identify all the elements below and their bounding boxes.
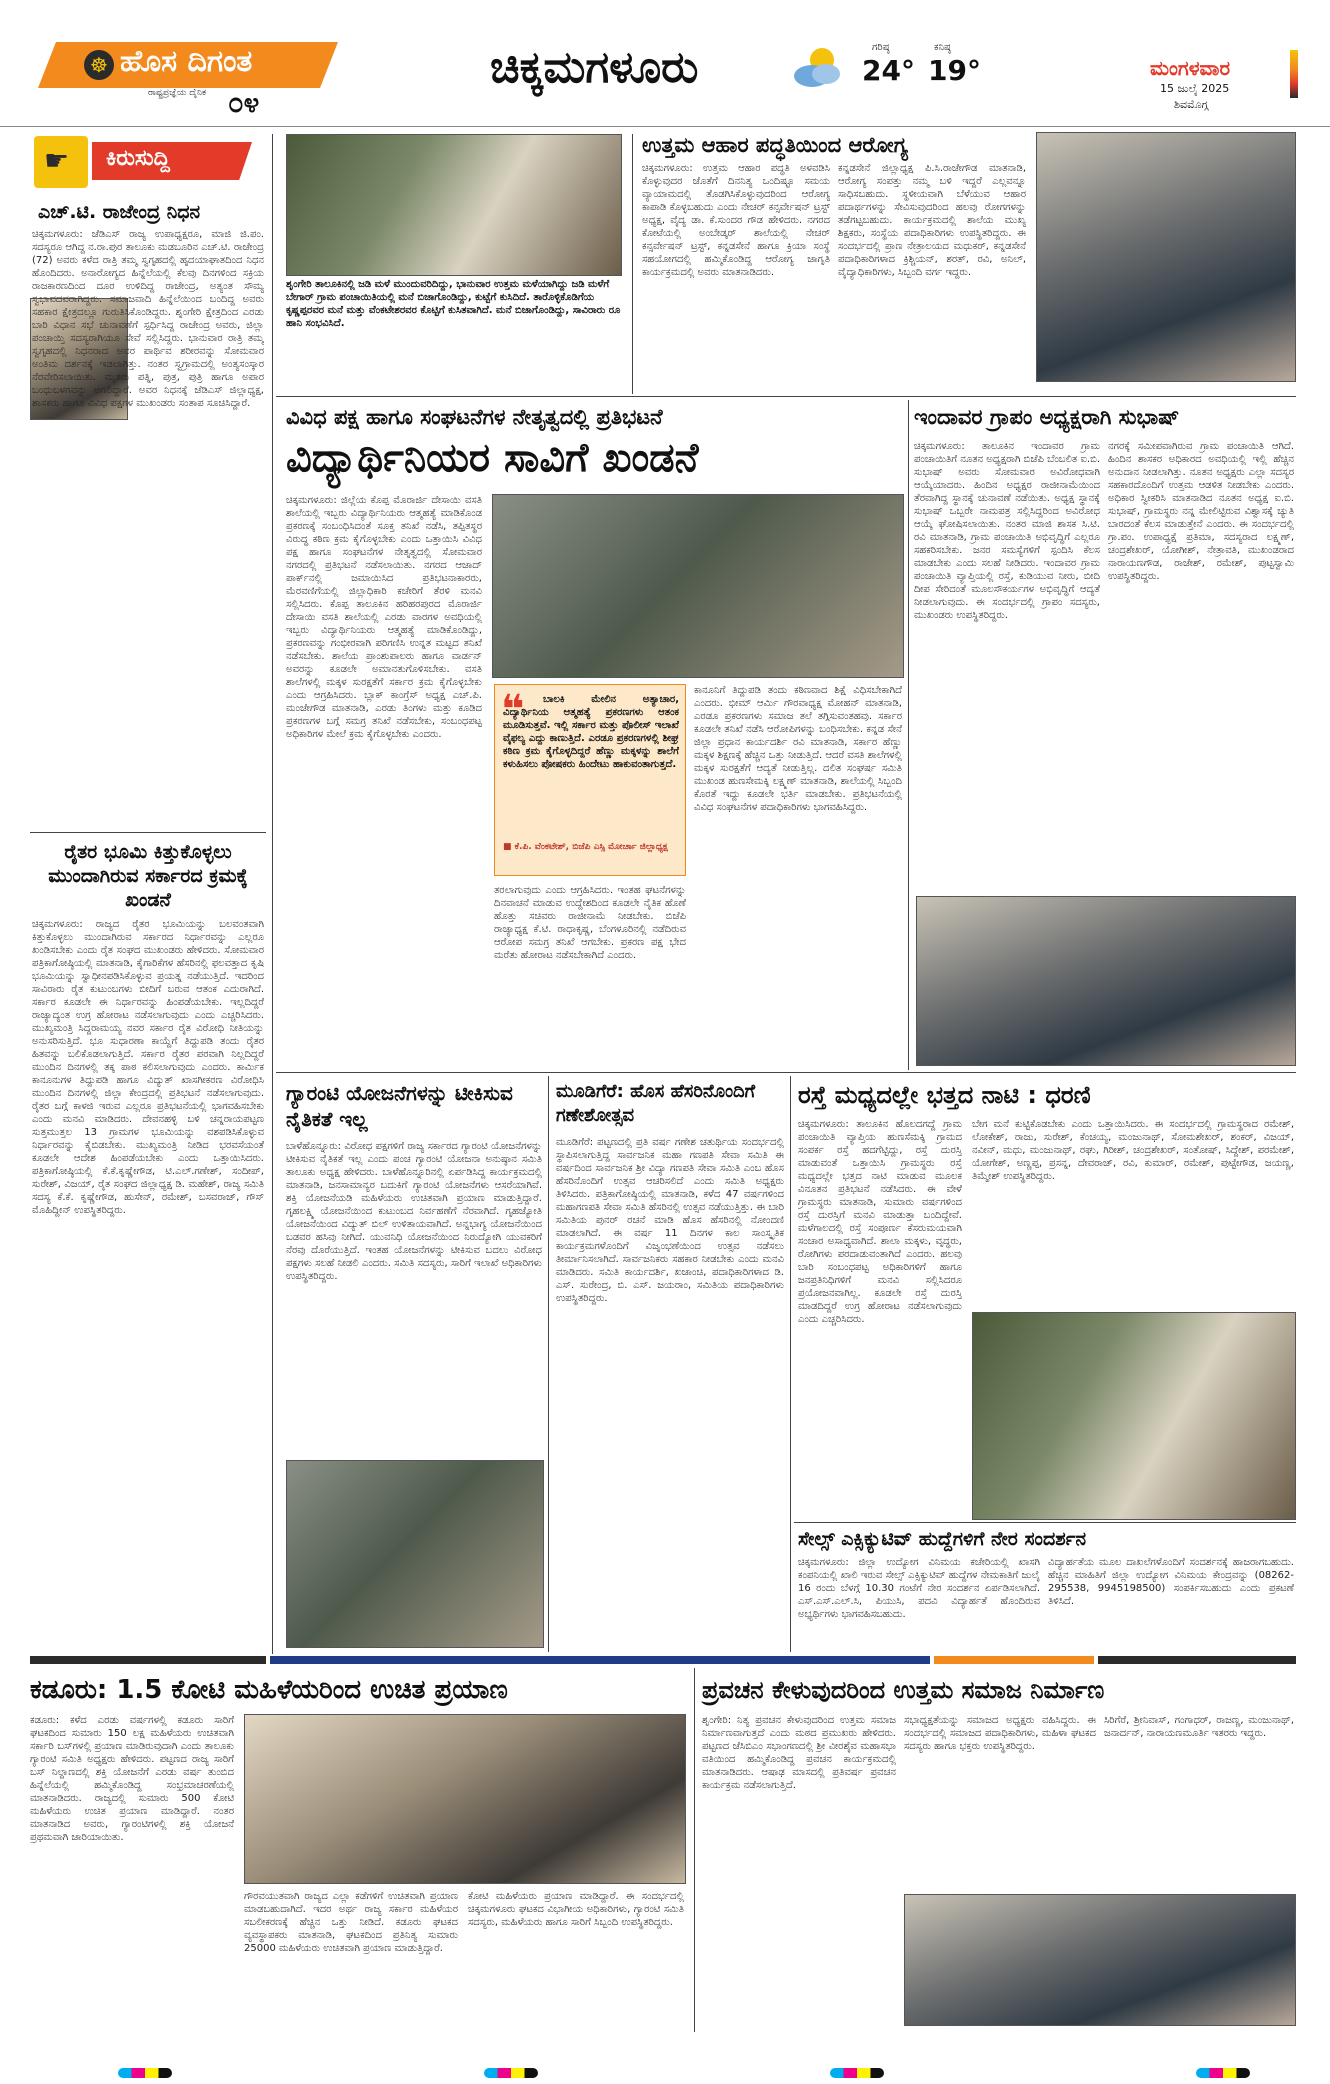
kirusuddi-story2-title: ರೈತರ ಭೂಮಿ ಕಿತ್ತುಕೊಳ್ಳಲು ಮುಂದಾಗಿರುವ ಸರ್ಕಾರದ ಕ್ರಮಕ್ಕೆ ಖಂಡನೆ bbox=[48, 841, 248, 911]
brand-block bbox=[38, 42, 338, 119]
weather-icon bbox=[790, 44, 846, 92]
student-body-a: ಚಿಕ್ಕಮಗಳೂರು: ಜಿಲ್ಲೆಯ ಕೊಪ್ಪ ಮೊರಾರ್ಜಿ ದೇಸಾಯಿ ವಸತಿ ಶಾಲೆಯಲ್ಲಿ ಇಬ್ಬರು ವಿದ್ಯಾರ್ಥಿನಿಯರು ಆತ್ಮಹತ್ಯೆ ಮಾಡಿಕೊಂಡ ಪ್ರಕರಣಕ್ಕೆ ಸಂಬಂಧಿಸಿದಂತೆ ಸೂಕ್ತ ತನಿಖೆ ನಡೆಸಿ, ತಪ್ಪಿತಸ್ಥರ ವಿರುದ್ಧ ಕಠಿಣ ಕ್ರಮ ಕೈಗೊಳ್ಳಬೇಕು ಎಂದು ಒತ್ತಾಯಿಸಿ ವಿವಿಧ ಪಕ್ಷ ಹಾಗೂ ಸಂಘಟನೆಗಳ ನೇತೃತ್ವದಲ್ಲಿ ಸೋಮವಾರ ನಗರದಲ್ಲಿ ಪ್ರತಿಭಟನೆ ನಡೆಸಲಾಯಿತು. ನಗರದ ಆಜಾದ್ ಪಾರ್ಕ್‌ನಲ್ಲಿ ಜಮಾಯಿಸಿದ ಪ್ರತಿಭಟನಾಕಾರರು, ಮೆರವಣಿಗೆಯಲ್ಲಿ ಜಿಲ್ಲಾಧಿಕಾರಿ ಕಚೇರಿಗೆ ತೆರಳಿ ಮನವಿ ಸಲ್ಲಿಸಿದರು. ಕೊಪ್ಪ ತಾಲೂಕಿನ ಹರಿಹರಪುರದ ಮೊರಾರ್ಜಿ ದೇಸಾಯಿ ವಸತಿ ಶಾಲೆಯಲ್ಲಿ ಎರಡು ವಾರಗಳ ಅವಧಿಯಲ್ಲಿ ಇಬ್ಬರು ವಿದ್ಯಾರ್ಥಿನಿಯರು ಆತ್ಮಹತ್ಯೆ ಮಾಡಿಕೊಂಡಿದ್ದು, ಪ್ರಕರಣವನ್ನು ಗಂಭೀರವಾಗಿ ಪರಿಗಣಿಸಿ ಉನ್ನತ ಮಟ್ಟದ ತನಿಖೆ ನಡೆಸಬೇಕು. ಶಾಲೆಯ ಪ್ರಾಂಶುಪಾಲರು ಹಾಗೂ ವಾರ್ಡನ್ ಅವರನ್ನು ಕೂಡಲೇ ಅಮಾನತುಗೊಳಿಸಬೇಕು. ವಸತಿ ಶಾಲೆಗಳಲ್ಲಿ ಮಕ್ಕಳ ಸುರಕ್ಷತೆಗೆ ಸರ್ಕಾರ ಕ್ರಮ ಕೈಗೊಳ್ಳಬೇಕು ಎಂದು ಆಗ್ರಹಿಸಿದರು. ಬ್ಲಾಕ್ ಕಾಂಗ್ರೆಸ್ ಅಧ್ಯಕ್ಷ ಎಚ್.ಪಿ. ಮಂಜೇಗೌಡ ಮಾತನಾಡಿ, ಎರಡು ತಿಂಗಳು ಮತ್ತು ಕೂಡಿದ ಪ್ರಕರಣಗಳ ಬಗ್ಗೆ ಸಮಗ್ರ ತನಿಖೆ ನಡೆಸಬೇಕು, ಸಂಬಂಧಪಟ್ಟ ಅಧಿಕಾರಿಗಳ ಮೇಲೆ ಕ್ರಮ ಕೈಗೊಳ್ಳಬೇಕು ಎಂದರು. bbox=[286, 495, 482, 740]
ganesha-title: ಮೂಡಿಗೆರೆ: ಹೊಸ ಹೆಸರಿನೊಂದಿಗೆ ಗಣೇಶೋತ್ಸವ bbox=[556, 1081, 756, 1126]
subhash-body-b: ನಗರಕ್ಕೆ ಸಮೀಪವಾಗಿರುವ ಗ್ರಾಮ ಪಂಚಾಯಿತಿ ಆಗಿದೆ. ಹಿಂದಿನ ಶಾಸಕರ ಅಧಿಕಾರದ ಅವಧಿಯಲ್ಲಿ ಇಲ್ಲಿ ಹೆಚ್ಚಿನ ಅನುದಾನ ನೀಡಲಾಗಿತ್ತು. ನೂತನ ಅಧ್ಯಕ್ಷರು ಎಲ್ಲಾ ಸದಸ್ಯರ ಸಹಕಾರದೊಂದಿಗೆ ಉತ್ತಮ ಆಡಳಿತ ನೀಡಬೇಕು ಎಂದರು. ಅಧಿಕಾರ ಸ್ವೀಕರಿಸಿ ಮಾತನಾಡಿದ ನೂತನ ಅಧ್ಯಕ್ಷ ಐ.ಬಿ. ಸುಭಾಷ್, ಗ್ರಾಮಸ್ಥರು ನನ್ನ ಮೇಲಿಟ್ಟಿರುವ ವಿಶ್ವಾಸಕ್ಕೆ ಚ್ಯುತಿ ಬಾರದಂತೆ ಕೆಲಸ ಮಾಡುತ್ತೇನೆ ಎಂದರು. ಈ ಸಂದರ್ಭದಲ್ಲಿ ಗ್ರಾ.ಪಂ. ಉಪಾಧ್ಯಕ್ಷೆ ಪ್ರತಿಮಾ, ಸದಸ್ಯರಾದ ಲಕ್ಷ್ಮಣ್, ಚಂದ್ರಶೇಖರ್, ಯೋಗೀಶ್, ನೇತ್ರಾವತಿ, ಮುಖಂಡರಾದ ನಾರಾಯಣಗೌಡ, ರಾಜೇಶ್, ರಮೇಶ್, ಪುಟ್ಟಸ್ವಾಮಿ ಉಪಸ್ಥಿತರಿದ್ದರು. bbox=[1108, 441, 1294, 582]
ganesha-body: ಮೂಡಿಗೆರೆ: ಪಟ್ಟಣದಲ್ಲಿ ಪ್ರತಿ ವರ್ಷ ಗಣೇಶ ಚತುರ್ಥಿಯ ಸಂದರ್ಭದಲ್ಲಿ ಸ್ಥಾಪಿಸಲಾಗುತ್ತಿದ್ದ ಸಾರ್ವಜನಿಕ ಮಹಾ ಗಣಪತಿ ಸೇವಾ ಸಮಿತಿ ಈ ವರ್ಷದಿಂದ ಸಾರ್ವಜನಿಕ ಶ್ರೀ ವಿದ್ಯಾ ಗಣಪತಿ ಸೇವಾ ಸಮಿತಿ ಎಂಬ ಹೊಸ ಹೆಸರಿನೊಂದಿಗೆ ಉತ್ಸವ ಆಚರಿಸಲಿದೆ ಎಂದು ಸಮಿತಿ ಅಧ್ಯಕ್ಷರು ತಿಳಿಸಿದರು. ಪತ್ರಿಕಾಗೋಷ್ಠಿಯಲ್ಲಿ ಮಾತನಾಡಿ, ಕಳೆದ 47 ವರ್ಷಗಳಿಂದ ಮಹಾಗಣಪತಿ ಸೇವಾ ಸಮಿತಿ ಹೆಸರಿನಲ್ಲಿ ಉತ್ಸವ ನಡೆಯುತ್ತಿತ್ತು. ಈ ಬಾರಿ ಸಮಿತಿಯ ಪುನರ್ ರಚನೆ ಮಾಡಿ ಹೊಸ ಹೆಸರಿನಲ್ಲಿ ನೋಂದಣಿ ಮಾಡಲಾಗಿದೆ. ಈ ವರ್ಷ 11 ದಿನಗಳ ಕಾಲ ಸಾಂಸ್ಕೃತಿಕ ಕಾರ್ಯಕ್ರಮಗಳೊಂದಿಗೆ ವಿಜೃಂಭಣೆಯಿಂದ ಉತ್ಸವ ನಡೆಸಲು ತೀರ್ಮಾನಿಸಲಾಗಿದೆ. ಸಾರ್ವಜನಿಕರು ಸಹಕಾರ ನೀಡಬೇಕು ಎಂದು ಮನವಿ ಮಾಡಿದರು. ಸಮಿತಿ ಕಾರ್ಯದರ್ಶಿ, ಖಜಾಂಚಿ, ಪದಾಧಿಕಾರಿಗಳಾದ ಡಿ. ಎಸ್. ಸುರೇಂದ್ರ, ಬಿ. ಎಸ್. ಜಯರಾಂ, ಸಮಿತಿಯ ಪದಾಧಿಕಾರಿಗಳು ಉಪಸ್ಥಿತರಿದ್ದರು. bbox=[556, 1137, 784, 1304]
brand-logo-icon: ☸ bbox=[84, 50, 114, 80]
temp-min: 19° bbox=[928, 54, 981, 87]
section-title: ಚಿಕ್ಕಮಗಳೂರು bbox=[490, 42, 699, 93]
pravachana-body-b: ಸಭಾಧ್ಯಕ್ಷತೆಯನ್ನು ಸಮಾಜದ ಅಧ್ಯಕ್ಷರು ವಹಿಸಿದ್ದರು. ಈ ಸಂದರ್ಭದಲ್ಲಿ ಸಮಾಜದ ಪದಾಧಿಕಾರಿಗಳು, ಮಹಿಳಾ ಘಟಕದ ಸದಸ್ಯರು ಹಾಗೂ ಭಕ್ತರು ಉಪಸ್ಥಿತರಿದ್ದರು. bbox=[904, 1715, 1096, 1752]
food-body-b: ಕನ್ನಡಸೇನೆ ಜಿಲ್ಲಾಧ್ಯಕ್ಷ ಪಿ.ಸಿ.ರಾಜೇಗೌಡ ಮಾತನಾಡಿ, ಆರೋಗ್ಯ ಸಂಪತ್ತು ನಮ್ಮ ಬಳಿ ಇದ್ದರೆ ಎಲ್ಲವನ್ನೂ ಸಾಧಿಸಬಹುದು. ಸ್ಥಳೀಯವಾಗಿ ಬೆಳೆಯುವ ಆಹಾರ ಪದಾರ್ಥಗಳನ್ನು ಸೇವಿಸುವುದರಿಂದ ಹಲವು ರೋಗಗಳನ್ನು ತಡೆಗಟ್ಟಬಹುದು. ಕಾರ್ಯಕ್ರಮದಲ್ಲಿ ಶಾಲೆಯ ಮುಖ್ಯ ಶಿಕ್ಷಕರು, ಸಂಸ್ಥೆಯ ಪದಾಧಿಕಾರಿಗಳು ಉಪಸ್ಥಿತರಿದ್ದರು. ಈ ಸಂದರ್ಭದಲ್ಲಿ ಪ್ರಾಣ ನೇತ್ರಾಲಯದ ಮಧುಕರ್, ಕನ್ನಡಸೇನೆ ಪದಾಧಿಕಾರಿಗಳಾದ ಕ್ರಿಶ್ಚಿಯನ್, ಶರತ್, ರವಿ, ಅನಿಲ್, ವೈದ್ಯಾಧಿಕಾರಿಗಳು, ಸಿಬ್ಬಂದಿ ವರ್ಗ ಇದ್ದರು. bbox=[838, 163, 1026, 278]
food-event-photo bbox=[1036, 132, 1296, 382]
quote-attribution: ■ ಕೆ.ಪಿ. ವೆಂಕಟೇಶ್, ಬಿಜೆಪಿ ಎಸ್ಸಿ ಮೋರ್ಚಾ ಜಿಲ್ಲಾಧ್ಯಕ್ಷ bbox=[503, 842, 668, 852]
kirusuddi-story1-title: ಎಚ್.ಟಿ. ರಾಜೇಂದ್ರ ನಿಧನ bbox=[38, 201, 201, 223]
sales-title: ಸೇಲ್ಸ್ ಎಕ್ಸಿಕ್ಯುಟಿವ್ ಹುದ್ದೆಗಳಿಗೆ ನೇರ ಸಂದರ್ಶನ bbox=[798, 1528, 1087, 1550]
food-body-a: ಚಿಕ್ಕಮಗಳೂರು: ಉತ್ತಮ ಆಹಾರ ಪದ್ಧತಿ ಅಳವಡಿಸಿ ಕೊಳ್ಳುವುದರ ಜೊತೆಗೆ ದಿನನಿತ್ಯ ಒಂದಿಷ್ಟೂ ಸಮಯ ವ್ಯಾಯಾಮದಲ್ಲಿ ತೊಡಗಿಸಿಕೊಳ್ಳುವುದರಿಂದ ಆರೋಗ್ಯ ಕಾಪಾಡಿ ಕೊಳ್ಳಬಹುದು ಎಂದು ನೇಚರ್ ಕನ್ಸರ್ವೇಷನ್ ಟ್ರಸ್ಟ್ ಅಧ್ಯಕ್ಷ, ವೈದ್ಯ ಡಾ. ಕೆ.ಸುಂದರ ಗೌಡ ಹೇಳಿದರು. ನಗರದ ಕೋಟೆಯಲ್ಲಿ ಅಂಬೇಡ್ಕರ್ ಶಾಲೆಯಲ್ಲಿ ನೇಚರ್ ಕನ್ಸರ್ವೇಷನ್ ಟ್ರಸ್ಟ್, ಕನ್ನಡಸೇನೆ ಹಾಗೂ ಕ್ರಿಯಾ ಸಂಸ್ಥೆ ಸಹಯೋಗದಲ್ಲಿ ಹಮ್ಮಿಕೊಂಡಿದ್ದ ಆರೋಗ್ಯ ಜಾಗೃತಿ ಕಾರ್ಯಕ್ರಮದಲ್ಲಿ ಅವರು ಮಾತನಾಡಿದರು. bbox=[642, 163, 830, 278]
student-title: ವಿದ್ಯಾರ್ಥಿನಿಯರ ಸಾವಿಗೆ ಖಂಡನೆ bbox=[286, 435, 699, 481]
quote-icon: ❝ bbox=[501, 687, 525, 733]
kirusuddi-badge bbox=[30, 134, 260, 194]
registration-marks bbox=[0, 2064, 1330, 2084]
guarantee-body: ಬಾಳೆಹೊನ್ನೂರು: ವಿರೋಧ ಪಕ್ಷಗಳಿಗೆ ರಾಜ್ಯ ಸರ್ಕಾರದ ಗ್ಯಾರಂಟಿ ಯೋಜನೆಗಳನ್ನು ಟೀಕಿಸುವ ನೈತಿಕತೆ ಇಲ್ಲ ಎಂದು ಪಂಚ ಗ್ಯಾರಂಟಿ ಯೋಜನಾ ಅನುಷ್ಠಾನ ಸಮಿತಿ ತಾಲೂಕು ಅಧ್ಯಕ್ಷ ಹೇಳಿದರು. ಬಾಳೆಹೊನ್ನೂರಿನಲ್ಲಿ ಏರ್ಪಡಿಸಿದ್ದ ಕಾರ್ಯಕ್ರಮದಲ್ಲಿ ಮಾತನಾಡಿ, ಜನಸಾಮಾನ್ಯರ ಬದುಕಿಗೆ ಗ್ಯಾರಂಟಿ ಯೋಜನೆಗಳು ಆಸರೆಯಾಗಿವೆ. ಶಕ್ತಿ ಯೋಜನೆಯಡಿ ಮಹಿಳೆಯರು ಉಚಿತವಾಗಿ ಪ್ರಯಾಣ ಮಾಡುತ್ತಿದ್ದಾರೆ. ಗೃಹಲಕ್ಷ್ಮಿ ಯೋಜನೆಯಿಂದ ಕುಟುಂಬದ ನಿರ್ವಹಣೆಗೆ ನೆರವಾಗಿದೆ. ಗೃಹಜ್ಯೋತಿ ಯೋಜನೆಯಿಂದ ವಿದ್ಯುತ್ ಬಿಲ್ ಉಳಿತಾಯವಾಗಿದೆ. ಅನ್ನಭಾಗ್ಯ ಯೋಜನೆಯಿಂದ ಬಡವರ ಹಸಿವು ನೀಗಿದೆ. ಯುವನಿಧಿ ಯೋಜನೆಯಿಂದ ನಿರುದ್ಯೋಗಿ ಯುವಕರಿಗೆ ನೆರವು ದೊರೆಯುತ್ತಿದೆ. ಇಂತಹ ಯೋಜನೆಗಳನ್ನು ಟೀಕಿಸುವ ಬದಲು ವಿರೋಧ ಪಕ್ಷಗಳು ಸಲಹೆ ನೀಡಲಿ ಎಂದರು. ಸಮಿತಿ ಸದಸ್ಯರು, ಸಾರಿಗೆ ಇಲಾಖೆ ಅಧಿಕಾರಿಗಳು ಉಪಸ್ಥಿತರಿದ್ದರು. bbox=[286, 1141, 542, 1282]
road-body-b: ಬೇಗ ಮನೆ ಕುಟ್ಟಿಕೊಡಬೇಕು ಎಂದು ಒತ್ತಾಯಿಸಿದರು. ಈ ಸಂದರ್ಭದಲ್ಲಿ ಗ್ರಾಮಸ್ಥರಾದ ರಮೇಶ್, ಲೋಕೇಶ್, ರಾಜು, ಸುರೇಶ್, ಕೆಂಚಯ್ಯ, ಮಂಜುನಾಥ್, ಸೋಮಶೇಖರ್, ಶಂಕರ್, ವಿಜಯ್, ನವೀನ್, ಮಧು, ಮಂಜುನಾಥ್, ರಘು, ಗಿರೀಶ್, ಚಂದ್ರಶೇಖರ್, ಸಂತೋಷ್, ಸಿದ್ದೇಶ್, ಪರಮೇಶ್, ಯೋಗೇಶ್, ಅಣ್ಣಪ್ಪ, ಪ್ರಸನ್ನ, ದೇವರಾಜ್, ರವಿ, ಕುಮಾರ್, ರಮೇಶ್, ಪುಟ್ಟೇಗೌಡ, ಜಯಣ್ಣ, ತಿಮ್ಮೇಶ್ ಉಪಸ್ಥಿತರಿದ್ದರು. bbox=[972, 1119, 1294, 1182]
color-strip bbox=[1290, 50, 1298, 98]
road-protest-photo bbox=[972, 1312, 1296, 1520]
pravachana-photo bbox=[904, 1894, 1296, 2026]
temp-max-label: ಗರಿಷ್ಠ bbox=[872, 42, 890, 53]
kirusuddi-story2-body: ಚಿಕ್ಕಮಗಳೂರು: ರಾಜ್ಯದ ರೈತರ ಭೂಮಿಯನ್ನು ಬಲವಂತವಾಗಿ ಕಿತ್ತುಕೊಳ್ಳಲು ಮುಂದಾಗಿರುವ ಸರ್ಕಾರದ ನಿರ್ಧಾರವನ್ನು ಎಲ್ಲರೂ ಖಂಡಿಸಬೇಕು ಎಂದು ರೈತ ಸಂಘದ ಮುಖಂಡರು ಹೇಳಿದರು. ಸೋಮವಾರ ಪತ್ರಿಕಾಗೋಷ್ಠಿಯಲ್ಲಿ ಮಾತನಾಡಿ, ಕೈಗಾರಿಕೆಗಳ ಹೆಸರಿನಲ್ಲಿ ಫಲವತ್ತಾದ ಕೃಷಿ ಭೂಮಿಯನ್ನು ಸ್ವಾಧೀನಪಡಿಸಿಕೊಳ್ಳುವ ಪ್ರಯತ್ನ ನಡೆಯುತ್ತಿದೆ. ಇದರಿಂದ ಸಾವಿರಾರು ರೈತ ಕುಟುಂಬಗಳು ಬೀದಿಗೆ ಬರುವ ಆತಂಕ ಎದುರಾಗಿದೆ. ಸರ್ಕಾರ ಕೂಡಲೇ ಈ ನಿರ್ಧಾರವನ್ನು ಹಿಂಪಡೆಯಬೇಕು. ಇಲ್ಲದಿದ್ದರೆ ರಾಜ್ಯಾದ್ಯಂತ ಉಗ್ರ ಹೋರಾಟ ನಡೆಸಲಾಗುವುದು ಎಂದು ಎಚ್ಚರಿಸಿದರು. ಮುಖ್ಯಮಂತ್ರಿ ಸಿದ್ದರಾಮಯ್ಯ ನವರ ಸರ್ಕಾರ ರೈತ ವಿರೋಧಿ ನೀತಿಯನ್ನು ಅನುಸರಿಸುತ್ತಿದೆ. ಭೂ ಸುಧಾರಣಾ ಕಾಯ್ದೆಗೆ ತಿದ್ದುಪಡಿ ತಂದು ರೈತರ ಹಿತವನ್ನು ಬಲಿಕೊಡಲಾಗುತ್ತಿದೆ. ಸರ್ಕಾರ ರೈತರ ಪರವಾಗಿ ನಿಲ್ಲದಿದ್ದರೆ ಮುಂದಿನ ದಿನಗಳಲ್ಲಿ ತಕ್ಕ ಪಾಠ ಕಲಿಸಲಾಗುವುದು ಎಂದರು. ಕಾರ್ಮಿಕ ಕಾನೂನುಗಳ ತಿದ್ದುಪಡಿ ಹಾಗೂ ವಿದ್ಯುತ್ ಖಾಸಗೀಕರಣ ವಿರೋಧಿಸಿ ಮುಂದಿನ ದಿನಗಳಲ್ಲಿ ಜಿಲ್ಲಾ ಕೇಂದ್ರದಲ್ಲಿ ಪ್ರತಿಭಟನೆ ನಡೆಸಲಾಗುವುದು. ರೈತರ ಬಗ್ಗೆ ಕಾಳಜಿ ಇರುವ ಎಲ್ಲರೂ ಪ್ರತಿಭಟನೆಯಲ್ಲಿ ಭಾಗವಹಿಸಬೇಕು ಎಂದು ಮನವಿ ಮಾಡಿದರು. ದೇವನಹಳ್ಳಿ ಬಳಿ ಚನ್ನರಾಯಪಟ್ಟಣ ಸುತ್ತಮುತ್ತಲ 13 ಗ್ರಾಮಗಳ ಭೂಮಿಯನ್ನು ವಶಪಡಿಸಿಕೊಳ್ಳುವ ನಿರ್ಧಾರವನ್ನು ಕೈಬಿಡಬೇಕು. ಮುಖ್ಯಮಂತ್ರಿ ನೀಡಿದ ಭರವಸೆಯಂತೆ ಕೂಡಲೇ ಆದೇಶ ಹಿಂಪಡೆಯಬೇಕು ಎಂದು ಒತ್ತಾಯಿಸಿದರು. ಪತ್ರಿಕಾಗೋಷ್ಠಿಯಲ್ಲಿ ಕೆ.ಕೆ.ಕೃಷ್ಣೇಗೌಡ, ಟಿ.ಎಲ್.ಗಣೇಶ್, ಸಂದೀಪ್, ಸುರೇಶ್, ವಿಜಯ್, ರೈತ ಸಂಘದ ಜಿಲ್ಲಾಧ್ಯಕ್ಷ ಡಿ. ಮಹೇಶ್, ರಾಜ್ಯ ಸಮಿತಿ ಸದಸ್ಯ ಕೆ.ಕೆ. ಕೃಷ್ಣೇಗೌಡ, ಹುಸೇನ್, ರಮೇಶ್, ಬಸವರಾಜ್, ಗೌಸ್ ಮೊಹಿದ್ದೀನ್ ಉಪಸ್ಥಿತರಿದ್ದರು. bbox=[32, 919, 264, 1216]
road-body-a: ಚಿಕ್ಕಮಗಳೂರು: ತಾಲೂಕಿನ ಹೊಲದಗದ್ದೆ ಗ್ರಾಮ ಪಂಚಾಯಿತಿ ವ್ಯಾಪ್ತಿಯ ಹುಣಸೆಮಕ್ಕಿ ಗ್ರಾಮದ ಸಂಪರ್ಕ ರಸ್ತೆ ಹದಗೆಟ್ಟಿದ್ದು, ರಸ್ತೆ ದುರಸ್ತಿ ಮಾಡುವಂತೆ ಒತ್ತಾಯಿಸಿ ಗ್ರಾಮಸ್ಥರು ರಸ್ತೆ ಮಧ್ಯದಲ್ಲೇ ಭತ್ತದ ನಾಟಿ ಮಾಡುವ ಮೂಲಕ ವಿನೂತನ ಪ್ರತಿಭಟನೆ ನಡೆಸಿದರು. ಈ ವೇಳೆ ಗ್ರಾಮಸ್ಥರು ಮಾತನಾಡಿ, ಸುಮಾರು ವರ್ಷಗಳಿಂದ ರಸ್ತೆ ದುರಸ್ತಿಗೆ ಮನವಿ ಮಾಡುತ್ತಾ ಬಂದಿದ್ದೇವೆ. ಮಳೆಗಾಲದಲ್ಲಿ ರಸ್ತೆ ಸಂಪೂರ್ಣ ಕೆಸರುಮಯವಾಗಿ ಸಂಚಾರ ಅಸಾಧ್ಯವಾಗಿದೆ. ಶಾಲಾ ಮಕ್ಕಳು, ವೃದ್ಧರು, ರೋಗಿಗಳು ಪರದಾಡುವಂತಾಗಿದೆ ಎಂದರು. ಹಲವು ಬಾರಿ ಸಂಬಂಧಪಟ್ಟ ಅಧಿಕಾರಿಗಳಿಗೆ ಹಾಗೂ ಜನಪ್ರತಿನಿಧಿಗಳಿಗೆ ಮನವಿ ಸಲ್ಲಿಸಿದರೂ ಪ್ರಯೋಜನವಾಗಿಲ್ಲ. ಕೂಡಲೇ ರಸ್ತೆ ದುರಸ್ತಿ ಮಾಡದಿದ್ದರೆ ಉಗ್ರ ಹೋರಾಟ ನಡೆಸಲಾಗುವುದು ಎಂದು ಎಚ್ಚರಿಸಿದರು. bbox=[798, 1119, 962, 1325]
masthead bbox=[0, 0, 1330, 130]
guarantee-title: ಗ್ಯಾರಂಟಿ ಯೋಜನೆಗಳನ್ನು ಟೀಕಿಸುವ ನೈತಿಕತೆ ಇಲ್ಲ bbox=[286, 1081, 513, 1131]
sales-body-b: ವಿದ್ಯಾರ್ಹತೆಯ ಮೂಲ ದಾಖಲೆಗಳೊಂದಿಗೆ ಸಂದರ್ಶನಕ್ಕೆ ಹಾಜರಾಗಬಹುದು. ಹೆಚ್ಚಿನ ಮಾಹಿತಿಗೆ ಜಿಲ್ಲಾ ಉದ್ಯೋಗ ವಿನಿಮಯ ಕೇಂದ್ರವನ್ನು (08262-295538, 9945198500) ಸಂಪರ್ಕಿಸಬಹುದು ಎಂದು ಪ್ರಕಟಣೆ ತಿಳಿಸಿದೆ. bbox=[1048, 1557, 1294, 1607]
brand-tagline: ರಾಷ್ಟ್ರಪ್ರಜ್ಞೆಯ ದೈನಿಕ bbox=[148, 88, 207, 98]
kadur-photo bbox=[244, 1714, 686, 1884]
house-caption: ಶೃಂಗೇರಿ ತಾಲೂಕಿನಲ್ಲಿ ಜಡಿ ಮಳೆ ಮುಂದುವರಿದಿದ್ದು, ಭಾನುವಾರ ಉತ್ತಮ ಮಳೆಯಾಗಿದ್ದು ಜಡಿ ಮಳೆಗೆ ಬೇಗಾರ್ ಗ್ರಾಮ ಪಂಚಾಯಿತಿಯಲ್ಲಿ ಮನೆ ಬಿಜಾಗೊಂಡಿದ್ದು, ಕುಟ್ಟೆಗೆ ಕುಸಿದಿದೆ. ತಾರೊಳ್ಳಿಕೊಡಿಗೆಯ ಕೃಷ್ಣಪ್ಪರವರ ಮನೆ ಮತ್ತು ವೆಂಕಟೇಶರವರ ಕೊಟ್ಟಿಗೆ ಕುಸಿತವಾಗಿದೆ. ಮನೆ ಬಿಜಾಗೊಂಡಿದ್ದು, ಸಾವಿರಾರು ರೂ ಹಾನಿ ಸಂಭವಿಸಿದೆ. bbox=[286, 279, 621, 329]
day-label: ಮಂಗಳವಾರ bbox=[1150, 56, 1231, 80]
kadur-body-a: ಕಡೂರು: ಕಳೆದ ಎರಡು ವರ್ಷಗಳಲ್ಲಿ ಕಡೂರು ಸಾರಿಗೆ ಘಟಕದಿಂದ ಸುಮಾರು 150 ಲಕ್ಷ ಮಹಿಳೆಯರು ಉಚಿತವಾಗಿ ಸರ್ಕಾರಿ ಬಸ್‌ಗಳಲ್ಲಿ ಪ್ರಯಾಣ ಮಾಡಿರುವುದಾಗಿ ಎಂದು ತಾಲೂಕು ಗ್ಯಾರಂಟಿ ಸಮಿತಿ ಅಧ್ಯಕ್ಷರು ಹೇಳಿದರು. ಪಟ್ಟಣದ ರಾಜ್ಯ ಸಾರಿಗೆ ಬಸ್ ನಿಲ್ದಾಣದಲ್ಲಿ ಶಕ್ತಿ ಯೋಜನೆಗೆ ಎರಡು ವರ್ಷ ತುಂಬಿದ ಹಿನ್ನೆಲೆಯಲ್ಲಿ ಹಮ್ಮಿಕೊಂಡಿದ್ದ ಸಂಭ್ರಮಾಚರಣೆಯಲ್ಲಿ ಮಾತನಾಡಿದರು. ರಾಜ್ಯದಲ್ಲಿ ಸುಮಾರು 500 ಕೋಟಿ ಮಹಿಳೆಯರು ಉಚಿತ ಪ್ರಯಾಣ ಮಾಡಿದ್ದಾರೆ. ನಂತರ ಮಾತನಾಡಿದ ಅವರು, ಗ್ಯಾರಂಟಿಗಳಲ್ಲಿ ಶಕ್ತಿ ಯೋಜನೆ ಪ್ರಥಮವಾಗಿ ಜಾರಿಯಾಯಿತು. bbox=[30, 1715, 234, 1843]
edition-label: ಶಿವಮೊಗ್ಗ bbox=[1174, 98, 1209, 111]
student-body-c: ತರಲಾಗುವುದು ಎಂದು ಆಗ್ರಹಿಸಿದರು. ಇಂತಹ ಘಟನೆಗಳನ್ನು ದಿನವಾಚನೆ ಮಾಡುವ ಉದ್ದೇಶದಿಂದ ಕೂಡಲೇ ನೈತಿಕ ಹೊಣೆ ಹೊತ್ತು ಸಚಿವರು ರಾಜೀನಾಮೆ ನೀಡಬೇಕು. ಬಿಜೆಪಿ ರಾಜ್ಯಾಧ್ಯಕ್ಷ ಕೆ.ಟಿ. ರಾಧಾಕೃಷ್ಣ, ಬೆಂಗಳೂರಿನಲ್ಲಿ ನಡೆದಿರುವ ಆರೋಪ ಸಮಗ್ರ ತನಿಖೆ ಆಗಬೇಕು. ಪ್ರಕರಣ ಪಕ್ಷ ಭೇದ ಮರೆತು ಹೋರಾಟ ನಡೆಸಬೇಕಾಗಿದೆ ಎಂದರು. bbox=[494, 885, 686, 961]
food-title: ಉತ್ತಮ ಆಹಾರ ಪದ್ಧತಿಯಿಂದ ಆರೋಗ್ಯ bbox=[642, 133, 908, 157]
kirusuddi-story1-body: ಚಿಕ್ಕಮಗಳೂರು: ಜೆಡಿಎಸ್ ರಾಜ್ಯ ಉಪಾಧ್ಯಕ್ಷರೂ, ಮಾಜಿ ಜಿ.ಪಂ. ಸದಸ್ಯರೂ ಆಗಿದ್ದ ನ.ರಾ.ಪುರ ತಾಲೂಕು ಮಡಬೂರಿನ ಎಚ್.ಟಿ. ರಾಜೇಂದ್ರ (72) ಅವರು ಕಳೆದ ರಾತ್ರಿ ತಮ್ಮ ಸ್ವಗೃಹದಲ್ಲಿ ಹೃದಯಾಘಾತದಿಂದ ನಿಧನ ಹೊಂದಿದರು. ಅನಾರೋಗ್ಯದ ಹಿನ್ನೆಲೆಯಲ್ಲಿ ಕೆಲವು ದಿನಗಳಿಂದ ಸಕ್ರಿಯ ರಾಜಕಾರಣದಿಂದ ದೂರ ಉಳಿದಿದ್ದ ರಾಜೇಂದ್ರ, ಅತ್ಯಂತ ಸೌಮ್ಯ ಸ್ವಭಾವದವರಾಗಿದ್ದರು. ಸಮಾಜವಾದಿ ಹಿನ್ನೆಲೆಯಿಂದ ಬಂದಿದ್ದ ಅವರು ಸಹಕಾರ ಕ್ಷೇತ್ರದಲ್ಲೂ ಗುರುತಿಸಿಕೊಂಡಿದ್ದರು. ಶೃಂಗೇರಿ ಕ್ಷೇತ್ರದಿಂದ ಎರಡು ಬಾರಿ ವಿಧಾನ ಸಭೆ ಚುನಾವಣೆಗೆ ಸ್ಪರ್ಧಿಸಿದ್ದ ರಾಜೇಂದ್ರ ಅವರು, ಜಿಲ್ಲಾ ಪಂಚಾಯ್ತಿ ಸದಸ್ಯರಾಗಿಯೂ ಸೇವೆ ಸಲ್ಲಿಸಿದ್ದರು. ಭಾನುವಾರ ರಾತ್ರಿ ತಮ್ಮ ಸ್ವಗೃಹದಲ್ಲಿ ನಿಧನರಾದ ಅವರ ಪಾರ್ಥಿವ ಶರೀರವನ್ನು ಸೋಮವಾರ ಅಂತಿಮ ದರ್ಶನಕ್ಕೆ ಇಡಲಾಗಿತ್ತು. ನಂತರ ಸ್ವಗ್ರಾಮದಲ್ಲಿ ಅಂತ್ಯಸಂಸ್ಕಾರ ನೆರವೇರಿಸಲಾಯಿತು. ಮೃತರು ಪತ್ನಿ, ಪುತ್ರ, ಪುತ್ರಿ ಹಾಗೂ ಅಪಾರ ಬಂಧುಬಳಗವನ್ನು ಅಗಲಿದ್ದಾರೆ. ಅವರ ನಿಧನಕ್ಕೆ ಜೆಡಿಎಸ್ ಜಿಲ್ಲಾಧ್ಯಕ್ಷ, ಶಾಸಕರು ಹಾಗೂ ವಿವಿಧ ಪಕ್ಷಗಳ ಮುಖಂಡರು ಸಂತಾಪ ಸೂಚಿಸಿದ್ದಾರೆ. bbox=[32, 229, 264, 409]
guarantee-bus-photo bbox=[286, 1460, 544, 1648]
hand-icon: ☛ bbox=[44, 144, 70, 177]
pravachana-body-a: ಶೃಂಗೇರಿ: ನಿತ್ಯ ಪ್ರವಚನ ಕೇಳುವುದರಿಂದ ಉತ್ತಮ ಸಮಾಜ ನಿರ್ಮಾಣವಾಗುತ್ತದೆ ಎಂದು ಮಠದ ಪ್ರಮುಖರು ಹೇಳಿದರು. ಪಟ್ಟಣದ ಜೆಸಿಬಿಎಂ ಸಭಾಂಗಣದಲ್ಲಿ ಶ್ರೀ ವೀರಶೈವ ಮಹಾಸಭಾ ವತಿಯಿಂದ ಹಮ್ಮಿಕೊಂಡಿದ್ದ ಪ್ರವಚನ ಕಾರ್ಯಕ್ರಮದಲ್ಲಿ ಮಾತನಾಡಿದರು. ಆಷಾಢ ಮಾಸದಲ್ಲಿ ಪ್ರತಿವರ್ಷ ಪ್ರವಚನ ಕಾರ್ಯಕ್ರಮ ನಡೆಸಲಾಗುತ್ತಿದೆ. bbox=[702, 1715, 896, 1791]
date-label: 15 ಜುಲೈ 2025 bbox=[1160, 82, 1230, 95]
kirusuddi-label: ಕಿರುಸುದ್ದಿ bbox=[106, 146, 170, 171]
pravachana-body-c: ಸಿರಿಗೆರೆ, ಶ್ರೀನಿವಾಸ್, ಗಂಗಾಧರ್, ರಾಜಣ್ಣ, ಮಂಜುನಾಥ್, ಜನಾರ್ದನ್, ನಾರಾಯಣಮೂರ್ತಿ ಇತರರು ಇದ್ದರು. bbox=[1104, 1715, 1294, 1739]
temp-max: 24° bbox=[862, 54, 915, 87]
sales-body-a: ಚಿಕ್ಕಮಗಳೂರು: ಜಿಲ್ಲಾ ಉದ್ಯೋಗ ವಿನಿಮಯ ಕಚೇರಿಯಲ್ಲಿ ಖಾಸಗಿ ಕಂಪನಿಯಲ್ಲಿ ಖಾಲಿ ಇರುವ ಸೇಲ್ಸ್ ಎಕ್ಸಿಕ್ಯುಟಿವ್ ಹುದ್ದೆಗಳ ನೇಮಕಾತಿಗೆ ಜುಲೈ 16 ರಂದು ಬೆಳಗ್ಗೆ 10.30 ಗಂಟೆಗೆ ನೇರ ಸಂದರ್ಶನ ಏರ್ಪಡಿಸಲಾಗಿದೆ. ಎಸ್.ಎಸ್.ಎಲ್.ಸಿ, ಪಿಯುಸಿ, ಪದವಿ ವಿದ್ಯಾರ್ಹತೆ ಹೊಂದಿರುವ ಅಭ್ಯರ್ಥಿಗಳು ಭಾಗವಹಿಸಬಹುದು. bbox=[798, 1557, 1040, 1620]
quote-box bbox=[494, 684, 686, 876]
kadur-body-c: ಕೋಟಿ ಮಹಿಳೆಯರು ಪ್ರಯಾಣ ಮಾಡಿದ್ದಾರೆ. ಈ ಸಂದರ್ಭದಲ್ಲಿ ಚಿಕ್ಕಮಗಳೂರು ಘಟಕದ ವಿಭಾಗೀಯ ಅಧಿಕಾರಿಗಳು, ಗ್ಯಾರಂಟಿ ಸಮಿತಿ ಸದಸ್ಯರು, ಮಹಿಳೆಯರು ಹಾಗೂ ಸಾರಿಗೆ ಸಿಬ್ಬಂದಿ ಉಪಸ್ಥಿತರಿದ್ದರು. bbox=[468, 1891, 684, 1928]
brand-name: ಹೊಸ ದಿಗಂತ bbox=[120, 44, 253, 79]
road-title: ರಸ್ತೆ ಮಧ್ಯದಲ್ಲೇ ಭತ್ತದ ನಾಟಿ : ಧರಣಿ bbox=[798, 1081, 1091, 1109]
subhash-photo bbox=[916, 896, 1296, 1066]
subhash-body-a: ಚಿಕ್ಕಮಗಳೂರು: ತಾಲೂಕಿನ ಇಂದಾವರ ಗ್ರಾಮ ಪಂಚಾಯಿತಿಗೆ ನೂತನ ಅಧ್ಯಕ್ಷರಾಗಿ ಬಿಜೆಪಿ ಬೆಂಬಲಿತ ಐ.ಬಿ. ಸುಭಾಷ್ ಅವರು ಸೋಮವಾರ ಅವಿರೋಧವಾಗಿ ಆಯ್ಕೆಯಾದರು. ಹಿಂದಿನ ಅಧ್ಯಕ್ಷರ ರಾಜೀನಾಮೆಯಿಂದ ತೆರವಾಗಿದ್ದ ಸ್ಥಾನಕ್ಕೆ ಚುನಾವಣೆ ನಡೆಯಿತು. ಅಧ್ಯಕ್ಷ ಸ್ಥಾನಕ್ಕೆ ಸುಭಾಷ್ ಒಬ್ಬರೇ ನಾಮಪತ್ರ ಸಲ್ಲಿಸಿದ್ದರಿಂದ ಅವಿರೋಧ ಆಯ್ಕೆ ಘೋಷಿಸಲಾಯಿತು. ನಂತರ ಮಾಜಿ ಶಾಸಕ ಸಿ.ಟಿ. ರವಿ ಮಾತನಾಡಿ, ಗ್ರಾಮ ಪಂಚಾಯಿತಿ ಅಭಿವೃದ್ಧಿಗೆ ಎಲ್ಲರೂ ಸಹಕರಿಸಬೇಕು. ಜನರ ಸಮಸ್ಯೆಗಳಿಗೆ ಸ್ಪಂದಿಸಿ ಕೆಲಸ ಮಾಡಬೇಕು ಎಂದು ಸಲಹೆ ನೀಡಿದರು. ಇಂದಾವರ ಗ್ರಾಮ ಪಂಚಾಯಿತಿ ವ್ಯಾಪ್ತಿಯಲ್ಲಿ ರಸ್ತೆ, ಕುಡಿಯುವ ನೀರು, ಬೀದಿ ದೀಪ ಸೇರಿದಂತೆ ಮೂಲಸೌಕರ್ಯಗಳ ಅಭಿವೃದ್ಧಿಗೆ ಆದ್ಯತೆ ನೀಡಲಾಗುವುದು. ಈ ಸಂದರ್ಭದಲ್ಲಿ ಗ್ರಾಪಂ ಸದಸ್ಯರು, ಮುಖಂಡರು ಉಪಸ್ಥಿತರಿದ್ದರು. bbox=[914, 441, 1100, 621]
student-protest-photo bbox=[492, 494, 904, 678]
subhash-title: ಇಂದಾವರ ಗ್ರಾಪಂ ಅಧ್ಯಕ್ಷರಾಗಿ ಸುಭಾಷ್ bbox=[914, 405, 1180, 429]
quote-text: ಬಾಲಕಿ ಮೇಲಿನ ಅತ್ಯಾಚಾರ, ವಿದ್ಯಾರ್ಥಿನಿಯ ಆತ್ಮಹತ್ಯೆ ಪ್ರಕರಣಗಳು ಆತಂಕ ಮೂಡಿಸುತ್ತವೆ. ಇಲ್ಲಿ ಸರ್ಕಾರ ಮತ್ತು ಪೊಲೀಸ್ ಇಲಾಖೆ ವೈಫಲ್ಯ ಎದ್ದು ಕಾಣುತ್ತಿದೆ. ಎರಡೂ ಪ್ರಕರಣಗಳಲ್ಲಿ ಶೀಘ್ರ ಕಠಿಣ ಕ್ರಮ ಕೈಗೊಳ್ಳದಿದ್ದರೆ ಹೆಣ್ಣು ಮಕ್ಕಳನ್ನು ಶಾಲೆಗೆ ಕಳುಹಿಸಲು ಪೋಷಕರು ಹಿಂದೇಟು ಹಾಕುವಂತಾಗುತ್ತದೆ. bbox=[503, 694, 679, 770]
kadur-body-b: ಗೌರವಯುತವಾಗಿ ರಾಜ್ಯದ ಎಲ್ಲಾ ಕಡೆಗಳಿಗೆ ಉಚಿತವಾಗಿ ಪ್ರಯಾಣ ಮಾಡಬಹುದಾಗಿದೆ. ಇದರ ಅರ್ಥ ರಾಜ್ಯ ಸರ್ಕಾರ ಮಹಿಳೆಯರ ಸಬಲೀಕರಣಕ್ಕೆ ಹೆಚ್ಚಿನ ಒತ್ತು ನೀಡಿದೆ. ಕಡೂರು ಘಟಕದ ವ್ಯವಸ್ಥಾಪಕರು ಮಾತನಾಡಿ, ಘಟಕದಿಂದ ಪ್ರತಿನಿತ್ಯ ಸುಮಾರು 25000 ಮಹಿಳೆಯರು ಉಚಿತವಾಗಿ ಪ್ರಯಾಣ ಮಾಡುತ್ತಿದ್ದಾರೆ. bbox=[244, 1891, 458, 1954]
kadur-title: ಕಡೂರು: 1.5 ಕೋಟಿ ಮಹಿಳೆಯರಿಂದ ಉಚಿತ ಪ್ರಯಾಣ bbox=[30, 1675, 508, 1705]
student-kicker: ವಿವಿಧ ಪಕ್ಷ ಹಾಗೂ ಸಂಘಟನೆಗಳ ನೇತೃತ್ವದಲ್ಲಿ ಪ್ರತಿಭಟನೆ bbox=[286, 405, 663, 429]
pravachana-title: ಪ್ರವಚನ ಕೇಳುವುದರಿಂದ ಉತ್ತಮ ಸಮಾಜ ನಿರ್ಮಾಣ bbox=[702, 1676, 1105, 1704]
student-body-b: ಕಾನೂನಿಗೆ ತಿದ್ದುಪಡಿ ತಂದು ಕಠಿಣವಾದ ಶಿಕ್ಷೆ ವಿಧಿಸಬೇಕಾಗಿದೆ ಎಂದರು. ಭೀಮ್ ಆರ್ಮಿ ಗೌರವಾಧ್ಯಕ್ಷ ಮೋಹನ್ ಮಾತನಾಡಿ, ಎರಡೂ ಪ್ರಕರಣಗಳು ಸಮಾಜ ತಲೆ ತಗ್ಗಿಸುವಂತಹವು. ಸರ್ಕಾರ ಕೂಡಲೇ ತನಿಖೆ ನಡೆಸಿ ಆರೋಪಿಗಳನ್ನು ಬಂಧಿಸಬೇಕು. ಕನ್ನಡ ಸೇನೆ ಜಿಲ್ಲಾ ಪ್ರಧಾನ ಕಾರ್ಯದರ್ಶಿ ರವಿ ಮಾತನಾಡಿ, ಸರ್ಕಾರ ಹೆಣ್ಣು ಮಕ್ಕಳ ಶಿಕ್ಷಣಕ್ಕೆ ಹೆಚ್ಚಿನ ಒತ್ತು ನೀಡುತ್ತಿದೆ. ಆದರೆ ವಸತಿ ಶಾಲೆಗಳಲ್ಲಿ ಮಕ್ಕಳ ಸುರಕ್ಷತೆಗೆ ಆದ್ಯತೆ ನೀಡುತ್ತಿಲ್ಲ. ದಲಿತ ಸಂಘರ್ಷ ಸಮಿತಿ ಮುಖಂಡ ಹುಣಸೇಮಕ್ಕಿ ಲಕ್ಷ್ಮಣ್ ಮಾತನಾಡಿ, ಶಾಲೆಯಲ್ಲಿ ಸಿಬ್ಬಂದಿ ಕೊರತೆ ಇದ್ದು ಕೂಡಲೇ ಭರ್ತಿ ಮಾಡಬೇಕು. ಪ್ರತಿಭಟನೆಯಲ್ಲಿ ವಿವಿಧ ಸಂಘಟನೆಗಳ ಪದಾಧಿಕಾರಿಗಳು ಭಾಗವಹಿಸಿದ್ದರು. bbox=[694, 685, 902, 813]
section-divider bbox=[30, 1656, 1296, 1664]
temp-min-label: ಕನಿಷ್ಠ bbox=[934, 42, 951, 53]
page-number: ೦೪ bbox=[228, 86, 260, 119]
house-collapse-photo bbox=[286, 134, 622, 276]
